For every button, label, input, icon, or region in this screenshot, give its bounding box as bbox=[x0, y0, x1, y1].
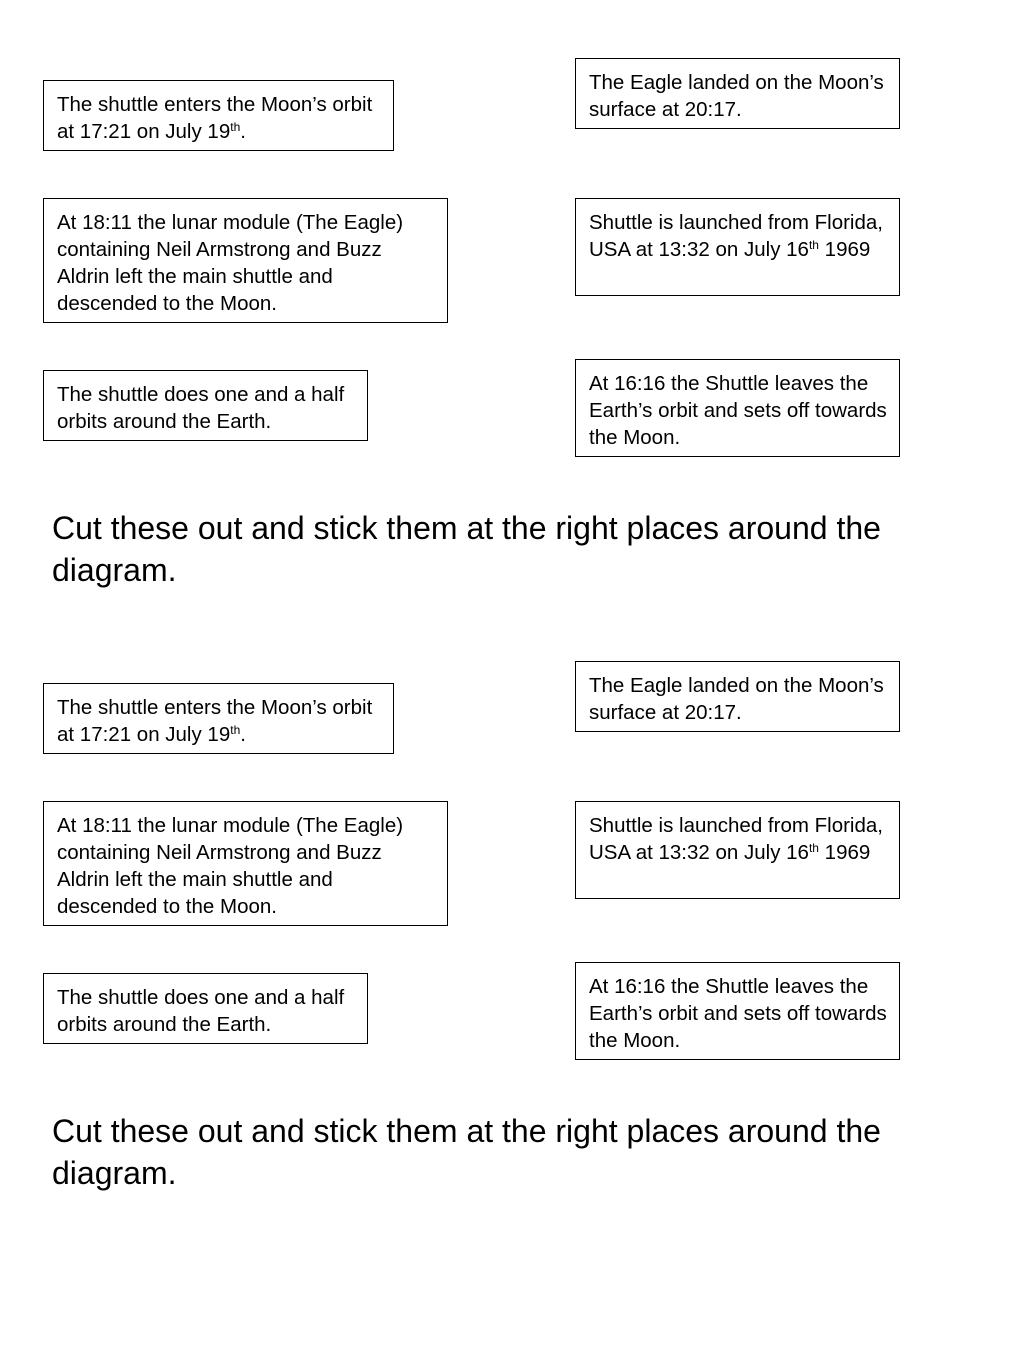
card-text-end: 1969 bbox=[818, 841, 871, 864]
card-text: At 18:11 the lunar module (The Eagle) containing Neil Armstrong and Buzz Aldrin left the main shuttle and descended to the Moon. bbox=[57, 814, 404, 918]
card-text: The Eagle landed on the Moon’s surface at 20:17. bbox=[589, 674, 884, 724]
card-text: The shuttle does one and a half orbits around the Earth. bbox=[57, 986, 345, 1036]
card-text-end: . bbox=[240, 723, 246, 746]
instruction-text: Cut these out and stick them at the right places around the diagram. bbox=[52, 510, 881, 588]
card-lunar-module bbox=[43, 801, 448, 926]
card-text: The Eagle landed on the Moon’s surface at 20:17. bbox=[589, 71, 884, 121]
card-superscript: th bbox=[808, 840, 819, 855]
card-earth-orbits bbox=[43, 973, 368, 1044]
card-eagle-landed bbox=[575, 661, 900, 732]
card-launch bbox=[575, 198, 900, 296]
card-text: The shuttle does one and a half orbits around the Earth. bbox=[57, 383, 345, 433]
card-text: The shuttle enters the Moon’s orbit at 17:21 on July 19 bbox=[57, 696, 373, 746]
card-leaves-earth bbox=[575, 359, 900, 457]
card-superscript: th bbox=[808, 237, 819, 252]
card-text: The shuttle enters the Moon’s orbit at 17:21 on July 19 bbox=[57, 93, 373, 143]
card-text: At 18:11 the lunar module (The Eagle) containing Neil Armstrong and Buzz Aldrin left the main shuttle and descended to the Moon. bbox=[57, 211, 404, 315]
card-text: At 16:16 the Shuttle leaves the Earth’s orbit and sets off towards the Moon. bbox=[589, 372, 887, 449]
card-launch bbox=[575, 801, 900, 899]
card-text-end: 1969 bbox=[818, 238, 871, 261]
card-leaves-earth bbox=[575, 962, 900, 1060]
card-text: At 16:16 the Shuttle leaves the Earth’s orbit and sets off towards the Moon. bbox=[589, 975, 887, 1052]
instruction-text: Cut these out and stick them at the right places around the diagram. bbox=[52, 1113, 881, 1191]
card-superscript: th bbox=[230, 722, 241, 737]
card-text: Shuttle is launched from Florida, USA at 13:32 on July 16 bbox=[589, 211, 883, 261]
card-lunar-module bbox=[43, 198, 448, 323]
card-superscript: th bbox=[230, 119, 241, 134]
card-moon-orbit bbox=[43, 683, 394, 754]
card-eagle-landed bbox=[575, 58, 900, 129]
card-text-end: . bbox=[240, 120, 246, 143]
card-text: Shuttle is launched from Florida, USA at 13:32 on July 16 bbox=[589, 814, 883, 864]
card-earth-orbits bbox=[43, 370, 368, 441]
card-moon-orbit bbox=[43, 80, 394, 151]
